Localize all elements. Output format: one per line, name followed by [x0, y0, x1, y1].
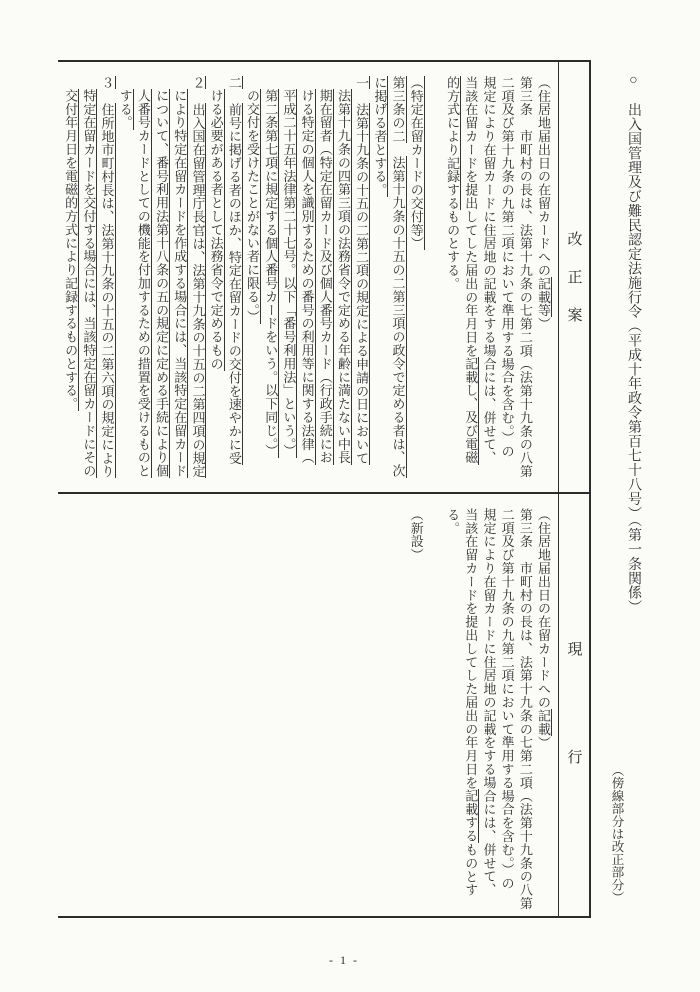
text-run — [391, 143, 406, 156]
text-run: ） — [536, 317, 551, 331]
band-amended-text — [58, 60, 558, 492]
band-current-text — [58, 494, 558, 916]
text-column — [479, 76, 497, 492]
underlined-text: （特定在留カードの交付等） — [408, 76, 424, 251]
text-run: 二項及び第十九条の九第二項において準用する場合を含む。）の — [499, 76, 515, 459]
underlined-text: について、番号利用法第十八条の五の規定に定める手続により個 — [154, 89, 170, 478]
text-run — [427, 76, 442, 89]
text-run: 第三条 市町村の長は、法第十九条の七第二項（法第十九条の八第 — [517, 508, 533, 910]
text-run — [190, 89, 205, 102]
text-column — [170, 76, 188, 492]
text-column — [479, 508, 497, 916]
text-column — [152, 76, 170, 492]
underlined-text: 人番号カードとしての機能を付加するための措置を受けるものと — [135, 89, 151, 478]
text-column — [497, 76, 515, 492]
underlined-text: 住所地市町村長は、法第十九条の十五の二第六項の規定により — [99, 102, 115, 479]
text-run — [100, 89, 115, 102]
underlined-text: 記載等 — [536, 277, 551, 318]
text-run: 二項及び第十九条の九第二項において準用する場合を含む。）の — [499, 508, 515, 891]
text-column — [116, 76, 134, 492]
underlined-text: 交付年月日を電磁的方式により記録するものとする。 — [63, 89, 79, 411]
underlined-text: の交付を受けたことがない者に限る。） — [245, 89, 260, 325]
underlined-text: 前号に掲げる者のほか、特定在留カードの交付を速やかに受 — [226, 102, 242, 465]
text-column — [497, 508, 515, 916]
text-column — [407, 76, 425, 492]
underlined-text: 出入国在留管理庁長官は、法第十九条の十五の二第四項の規定 — [190, 102, 206, 479]
underlined-text: 期在留者（特定在留カード及び個人番号カード（行政手続にお — [317, 89, 333, 465]
text-run: 当該在留カードを提出してした届出の年月日を — [463, 76, 479, 358]
underlined-text: 第二条第七項に規定する個人番号カードをいう。以下同じ。） — [263, 89, 279, 459]
text-column — [97, 76, 115, 492]
text-run: ものとする。 — [445, 210, 461, 291]
text-column — [188, 76, 206, 492]
underlined-text: ける必要がある者として法務省令で定めるもの — [208, 89, 224, 371]
text-run: ものとす — [463, 843, 479, 897]
underlined-text: に掲げる者とする。 — [372, 76, 388, 197]
text-column — [225, 76, 243, 492]
text-run: （新設） — [408, 508, 424, 562]
text-run: ） — [536, 735, 551, 750]
text-column — [352, 76, 370, 492]
text-column — [443, 76, 461, 492]
underlined-text: 記載 — [536, 709, 551, 736]
underlined-text: 記載し、及び電磁 — [463, 357, 479, 465]
underlined-text: 的方式により記録する — [445, 76, 461, 210]
underlined-text: により特定在留カードを作成する場合には、当該特定在留カード — [172, 89, 188, 478]
blank-column — [425, 508, 443, 916]
underlined-text: 一 — [354, 76, 370, 90]
text-run: （住居地届出日の在留カードへの — [536, 76, 551, 277]
text-run: る。 — [445, 508, 461, 535]
revision-note: （傍線部分は改正部分） — [610, 764, 624, 904]
text-run — [227, 89, 242, 102]
text-column — [61, 76, 79, 492]
page-number: - 1 - — [329, 953, 359, 967]
underlined-text: 記載する — [463, 789, 479, 844]
text-column — [206, 76, 224, 492]
text-column — [261, 76, 279, 492]
text-column — [243, 76, 261, 492]
header-current: 現行 — [565, 641, 582, 857]
text-column — [279, 76, 297, 492]
underlined-text: 第三条の二 — [390, 76, 406, 143]
text-column — [134, 76, 152, 492]
table-bottom-rule — [58, 916, 591, 918]
underlined-text: 特定在留カードを交付する場合には、当該特定在留カードにその — [81, 89, 97, 478]
text-column — [516, 76, 534, 492]
text-column — [443, 508, 461, 916]
underlined-text: ける特定の個人を識別するための番号の利用等に関する法律（ — [299, 89, 315, 465]
text-column — [370, 76, 388, 492]
underlined-text: 平成二十五年法律第二十七号。以下「番号利用法」という。） — [281, 89, 297, 459]
underlined-text: する。 — [117, 89, 133, 130]
underlined-text: 法第十九条の四第三項の法務省令で定める年齢に満たない中長 — [335, 89, 351, 465]
document-title: ○ 出入国管理及び難民認定法施行令（平成十年政令第百七十八号）（第一条関係） — [626, 73, 641, 615]
text-run — [427, 508, 442, 521]
text-column — [79, 76, 97, 492]
text-column — [461, 508, 479, 916]
text-run — [354, 89, 369, 102]
text-run: （住居地届出日の在留カードへの — [536, 508, 551, 709]
text-column — [516, 508, 534, 916]
new-provision-marker — [407, 508, 425, 916]
text-run: 規定により在留カードに住居地の記載をする場合には、併せて、 — [481, 76, 497, 465]
text-run: 第三条 市町村の長は、法第十九条の七第二項（法第十九条の八第 — [517, 76, 533, 478]
underlined-text: 法第十九条の十五の二第二項の規定による申請の日において — [354, 102, 370, 465]
underlined-text: ２ — [190, 76, 206, 90]
underlined-text: ３ — [99, 76, 115, 90]
text-column — [334, 76, 352, 492]
underlined-text: 二 — [226, 76, 242, 90]
text-column — [297, 76, 315, 492]
text-column — [316, 76, 334, 492]
text-column — [388, 76, 406, 492]
blank-column — [425, 76, 443, 492]
text-column — [461, 76, 479, 492]
header-amended: 改正案 — [565, 231, 582, 345]
text-run: 規定により在留カードに住居地の記載をする場合には、併せて、 — [481, 508, 497, 897]
underlined-text: 法第十九条の十五の二第三項の政令で定める者は、次 — [390, 156, 406, 479]
table-right-rule — [589, 60, 591, 918]
text-column — [534, 76, 552, 492]
text-run: 当該在留カードを提出してした届出の年月日を — [463, 508, 479, 790]
text-column — [534, 508, 552, 916]
